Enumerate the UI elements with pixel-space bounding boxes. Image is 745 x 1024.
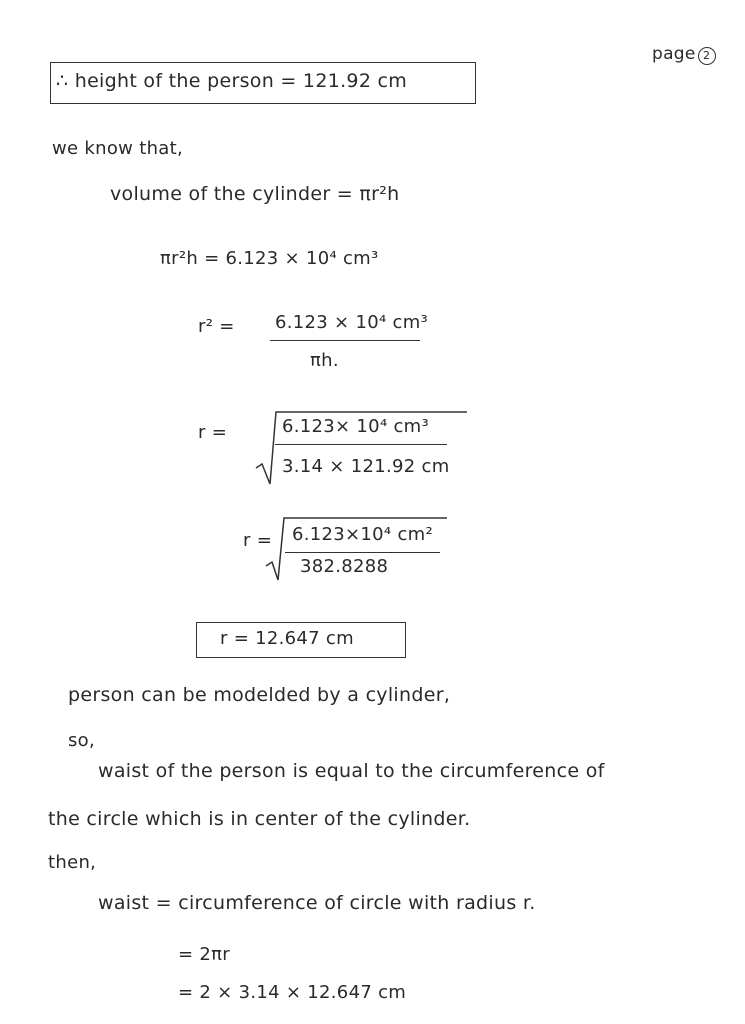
- equation-4-denominator: 382.8288: [300, 556, 389, 577]
- step-1: = 2πr: [178, 944, 230, 965]
- equation-1: πr²h = 6.123 × 10⁴ cm³: [160, 248, 379, 269]
- step-2: = 2 × 3.14 × 12.647 cm: [178, 982, 407, 1003]
- height-line: ∴ height of the person = 121.92 cm: [56, 70, 408, 92]
- so-line: so,: [68, 730, 96, 751]
- page-label: [652, 44, 716, 65]
- radius-result: r = 12.647 cm: [220, 628, 354, 649]
- equation-4-fraction-bar: [285, 552, 440, 553]
- volume-formula-line: volume of the cylinder = πr²h: [110, 183, 400, 205]
- model-line: person can be modelded by a cylinder,: [68, 684, 451, 706]
- equation-4-lhs: r =: [243, 530, 273, 551]
- equation-3-lhs: r =: [198, 422, 228, 443]
- waist-explanation-line-2: the circle which is in center of the cylinder.: [48, 808, 471, 830]
- equation-2-numerator: 6.123 × 10⁴ cm³: [275, 312, 429, 333]
- then-line: then,: [48, 852, 97, 873]
- equation-2-fraction-bar: [270, 340, 420, 341]
- waist-explanation-line-1: waist of the person is equal to the circumference of: [98, 760, 605, 782]
- equation-3-numerator: 6.123× 10⁴ cm³: [282, 416, 430, 437]
- waist-equation: waist = circumference of circle with radius r.: [98, 892, 536, 914]
- page-label-text: page: [652, 44, 696, 64]
- equation-3-denominator: 3.14 × 121.92 cm: [282, 456, 450, 477]
- page-number-circle: [698, 47, 716, 65]
- we-know-line: we know that,: [52, 138, 183, 159]
- equation-2-denominator: πh.: [310, 350, 339, 371]
- equation-4-numerator: 6.123×10⁴ cm²: [292, 524, 434, 545]
- equation-3-fraction-bar: [275, 444, 447, 445]
- equation-2-lhs: r² =: [198, 316, 235, 337]
- page-number: 2: [703, 49, 711, 62]
